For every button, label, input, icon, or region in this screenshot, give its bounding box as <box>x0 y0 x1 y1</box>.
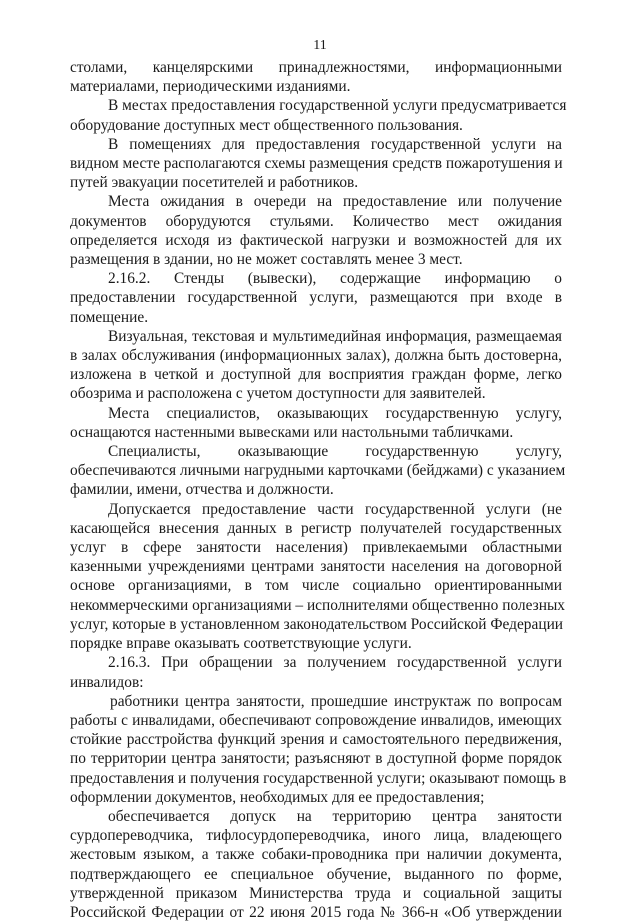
text-line: оформлении документов, необходимых для ее предоставления; <box>70 788 485 806</box>
text-line: В местах предоставления государственной услуги предусматривается <box>108 97 567 115</box>
paragraph-3 <box>70 192 562 269</box>
paragraph-1 <box>70 96 567 134</box>
text-line: определяется исходя из фактической нагрузки и возможностей для их <box>70 231 562 249</box>
text-line: стойкие расстройства функций зрения и самостоятельного передвижения, <box>70 731 562 749</box>
text-line: работники центра занятости, прошедшие инструктаж по вопросам <box>110 692 562 710</box>
text-line: Допускается предоставление части государственной услуги (не <box>108 500 562 518</box>
text-line: Места ожидания в очереди на предоставление или получение <box>108 193 562 211</box>
text-line: Места специалистов, оказывающих государственную услугу, <box>108 404 562 422</box>
text-line: Российской Федерации от 22 июня 2015 года № 366-н «Об утверждении <box>70 903 562 921</box>
text-line: порядке вправе оказывать соответствующие услуги. <box>70 635 412 653</box>
text-line: услуг, которые в установленном законодательством Российской Федерации <box>70 615 564 633</box>
text-line: 2.16.2. Стенды (вывески), содержащие информацию о <box>108 270 562 288</box>
paragraph-8 <box>70 500 565 654</box>
text-line: обеспечиваются личными нагрудными карточками (бейджами) с указанием <box>70 462 566 480</box>
paragraph-4 <box>70 269 562 327</box>
text-line: Специалисты, оказывающие государственную услугу, <box>108 443 562 461</box>
paragraph-2 <box>70 135 562 193</box>
text-line: по территории центра занятости; разъясняют в доступной форме порядок <box>70 750 562 768</box>
text-line: основе организациями, в том числе социально ориентированными <box>70 577 562 595</box>
document-body <box>70 58 567 922</box>
text-line: размещения в здании, но не может составлять менее 3 мест. <box>70 251 463 269</box>
text-line: в залах обслуживания (информационных залах), должна быть достоверна, <box>70 347 562 365</box>
paragraph-9 <box>70 653 562 691</box>
text-line: казенными учреждениями центрами занятости населения на договорной <box>70 558 562 576</box>
paragraph-6 <box>70 404 562 442</box>
text-line: работы с инвалидами, обеспечивают сопровождение инвалидов, имеющих <box>70 711 562 729</box>
text-line: В помещениях для предоставления государственной услуги на <box>108 135 562 153</box>
text-line: фамилии, имени, отчества и должности. <box>70 481 334 499</box>
text-line: обеспечивается допуск на территорию центра занятости <box>108 807 562 825</box>
text-line: материалами, периодическими изданиями. <box>70 78 351 96</box>
text-line: жестовым языком, а также собаки-проводника при наличии документа, <box>70 846 562 864</box>
text-line: изложена в четкой и доступной для восприятия граждан форме, легко <box>70 366 562 384</box>
text-line: предоставлении государственной услуги, размещаются при входе в <box>70 289 562 307</box>
text-line: видном месте располагаются схемы размещения средств пожаротушения и <box>70 155 563 173</box>
page-number: 11 <box>313 38 327 53</box>
text-line: столами, канцелярскими принадлежностями, информационными <box>70 59 562 76</box>
text-line: 2.16.3. При обращении за получением государственной услуги <box>108 654 562 672</box>
paragraph-0 <box>70 58 562 96</box>
text-line: обозрима и расположена с учетом доступности для заявителей. <box>70 385 486 403</box>
text-line: путей эвакуации посетителей и работников. <box>70 174 359 192</box>
text-line: помещение. <box>70 308 149 326</box>
text-line: документов оборудуются стульями. Количество мест ожидания <box>70 212 562 230</box>
paragraph-10 <box>70 692 567 807</box>
text-line: сурдопереводчика, тифлосурдопереводчика, иного лица, владеющего <box>70 827 562 845</box>
text-line: Визуальная, текстовая и мультимедийная информация, размещаемая <box>108 327 562 345</box>
text-line: услуг в сфере занятости населения) привлекаемыми областными <box>70 539 562 557</box>
text-line: инвалидов: <box>70 673 144 691</box>
paragraph-7 <box>70 442 566 500</box>
text-line: некоммерческими организациями – исполнителями общественно полезных <box>70 596 565 614</box>
paragraph-5 <box>70 327 562 404</box>
text-line: предоставления и получения государственной услуги; оказывают помощь в <box>70 769 567 787</box>
text-line: касающейся внесения данных в регистр получателей государственных <box>70 519 562 537</box>
text-line: подтверждающего ее специальное обучение, выданного по форме, <box>70 865 562 883</box>
text-line: утвержденной приказом Министерства труда и социальной защиты <box>70 884 562 902</box>
text-line: оснащаются настенными вывесками или настольными табличками. <box>70 423 514 441</box>
text-line: оборудование доступных мест общественного пользования. <box>70 116 463 134</box>
